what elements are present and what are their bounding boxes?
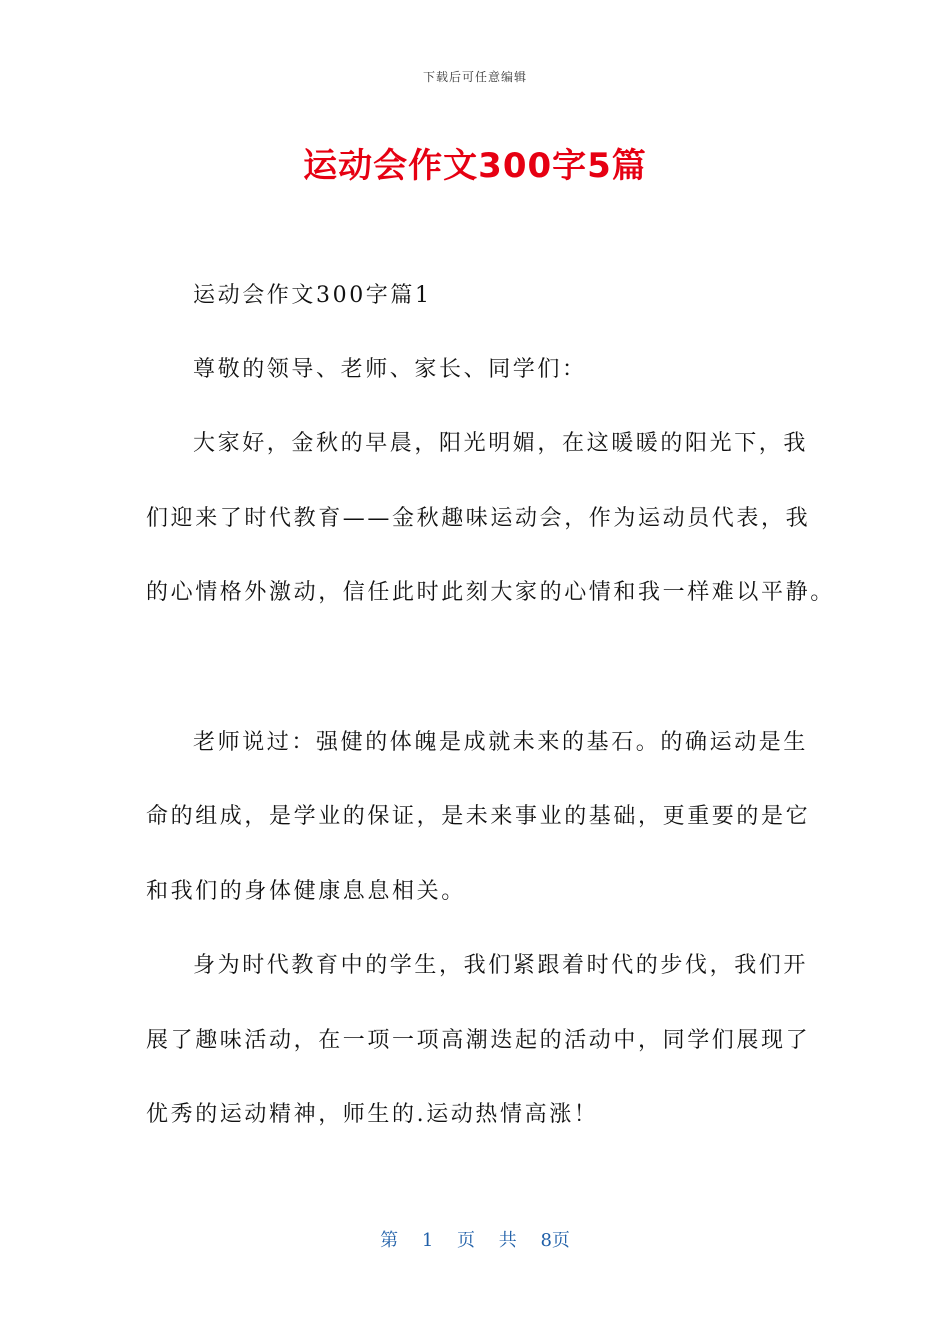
page-footer: [0, 1226, 950, 1252]
footer-page-label: 第: [380, 1230, 399, 1251]
salutation: 尊敬的领导、老师、家长、同学们：: [193, 357, 587, 382]
paragraph-line: 老师说过：强健的体魄是成就未来的基石。的确运动是生: [193, 730, 809, 755]
paragraph-line: 优秀的运动精神，师生的.运动热情高涨！: [146, 1102, 599, 1127]
paragraph-line: 大家好，金秋的早晨，阳光明媚，在这暖暖的阳光下，我: [193, 431, 809, 456]
footer-page-unit: 页: [457, 1230, 475, 1251]
paragraph-line: 展了趣味活动，在一项一项高潮迭起的活动中，同学们展现了: [146, 1028, 811, 1053]
paragraph-line: 的心情格外激动，信任此时此刻大家的心情和我一样难以平静。: [146, 580, 835, 605]
footer-total-label: 共: [498, 1230, 517, 1251]
document-title: 运动会作文300字5篇: [303, 146, 647, 186]
section-heading: 运动会作文300字篇1: [193, 283, 432, 308]
paragraph-line: 们迎来了时代教育——金秋趣味运动会，作为运动员代表，我: [146, 506, 811, 531]
paragraph-line: 和我们的身体健康息息相关。: [146, 879, 466, 904]
header-note: 下载后可任意编辑: [422, 70, 527, 84]
paragraph-line: 身为时代教育中的学生，我们紧跟着时代的步伐，我们开: [193, 953, 809, 978]
footer-page-number: 1: [421, 1230, 434, 1251]
footer-total-pages: 8页: [540, 1230, 570, 1251]
paragraph-line: 命的组成，是学业的保证，是未来事业的基础，更重要的是它: [146, 804, 811, 829]
